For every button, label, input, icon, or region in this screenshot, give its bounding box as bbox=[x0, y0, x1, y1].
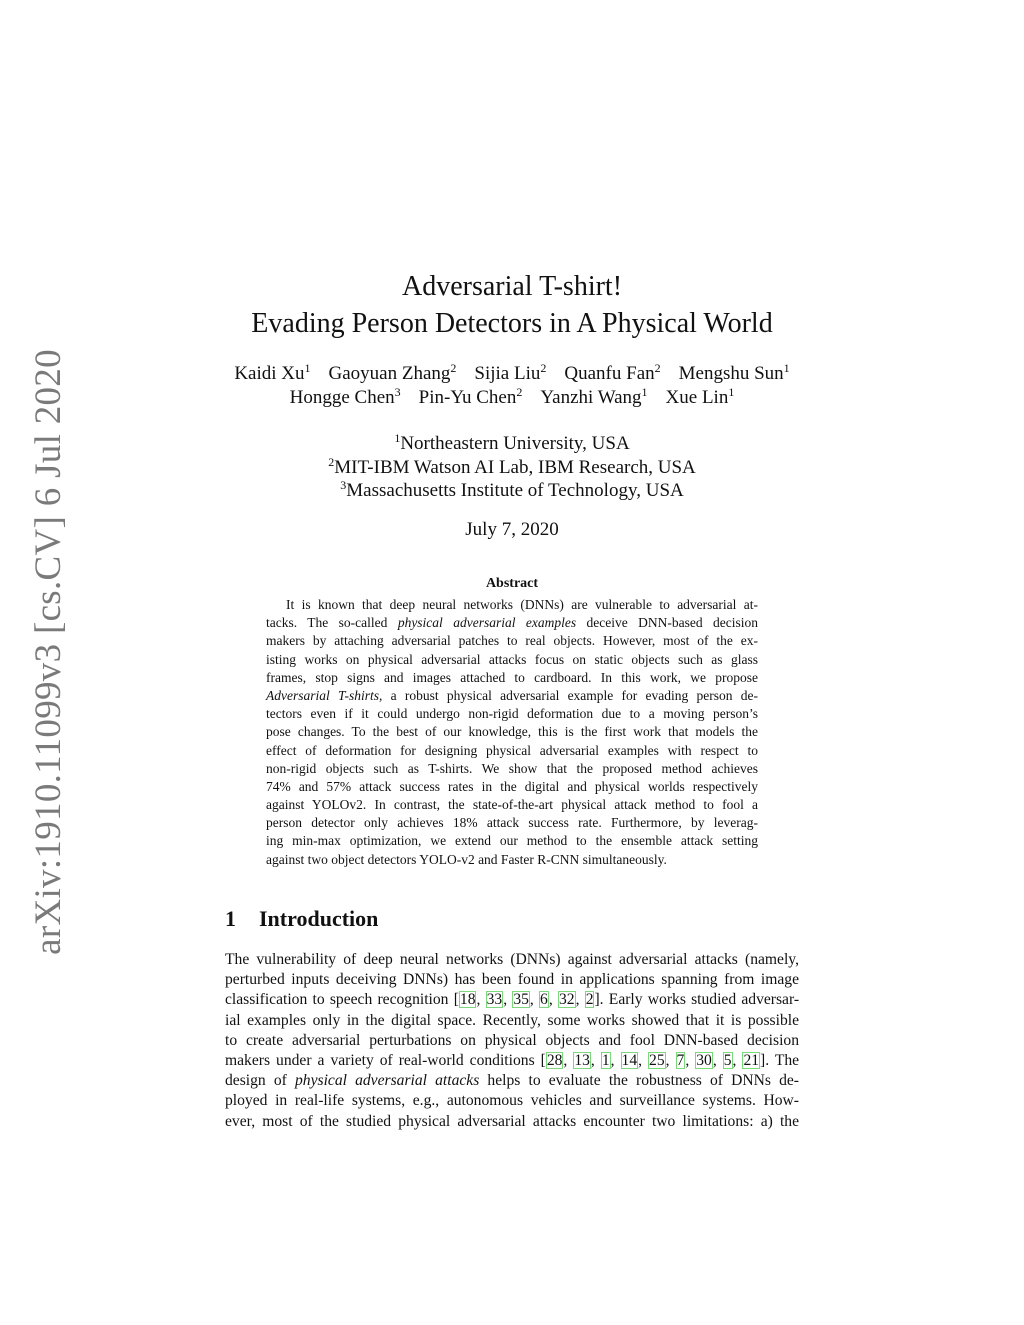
emphasized-text: physical adversarial examples bbox=[397, 615, 577, 631]
abstract-line: makers by attaching adversarial patches to real objects. However, most of the ex- bbox=[266, 633, 758, 649]
citation-link[interactable]: 30 bbox=[696, 1051, 712, 1069]
abstract-line: against two object detectors YOLO-v2 and Faster R-CNN simultaneously. bbox=[266, 851, 667, 867]
abstract-line: non-rigid objects such as T-shirts. We show that the proposed method achieves bbox=[266, 760, 758, 776]
author-name bbox=[666, 387, 735, 408]
citation-link[interactable]: 2 bbox=[585, 991, 594, 1009]
affiliation-marker: 2 bbox=[328, 454, 335, 469]
citation-link[interactable]: 13 bbox=[574, 1051, 590, 1069]
author-name-text: Quanfu Fan bbox=[564, 363, 655, 384]
author-name bbox=[474, 363, 546, 384]
affiliation-list bbox=[0, 432, 1024, 503]
section-title: Introduction bbox=[259, 906, 379, 931]
citation-link[interactable]: 32 bbox=[558, 991, 575, 1009]
author-name-text: Xue Lin bbox=[665, 387, 729, 408]
author-name-text: Mengshu Sun bbox=[678, 363, 784, 384]
abstract-line: frames, stop signs and images attached to cardboard. In this work, we propose bbox=[266, 669, 758, 685]
affiliation-name: MIT-IBM Watson AI Lab, IBM Research, USA bbox=[334, 456, 696, 478]
author-name-text: Pin-Yu Chen bbox=[418, 387, 517, 408]
title-line-1: Adversarial T-shirt! bbox=[401, 271, 623, 302]
affiliation-marker: 1 bbox=[783, 361, 790, 375]
abstract-line: It is known that deep neural networks (DNNs) are vulnerable to adversarial at- bbox=[286, 597, 758, 612]
abstract-line: against YOLOv2. In contrast, the state-of-the-art physical attack method to fool a bbox=[266, 797, 758, 813]
author-name bbox=[234, 363, 310, 384]
affiliation-marker: 1 bbox=[728, 385, 735, 399]
author-name-text: Yanzhi Wang bbox=[540, 387, 642, 408]
arxiv-identifier: arXiv:1910.11099v3 [cs.CV] 6 Jul 2020 bbox=[27, 349, 69, 955]
citation-link[interactable]: 28 bbox=[546, 1051, 563, 1069]
affiliation-marker: 3 bbox=[394, 385, 401, 399]
citation-link[interactable]: 21 bbox=[743, 1051, 760, 1069]
author-name bbox=[329, 363, 457, 384]
affiliation-name: Massachusetts Institute of Technology, USA bbox=[346, 480, 684, 501]
affiliation bbox=[0, 479, 1024, 503]
abstract-line: tacks. The so-called physical adversarial examples deceive DNN-based decision bbox=[266, 615, 758, 631]
affiliation-marker: 1 bbox=[304, 361, 311, 375]
emphasized-text: Adversarial T-shirts bbox=[266, 687, 380, 703]
abstract-line: effect of deformation for designing physical adversarial examples with respect to bbox=[266, 742, 758, 758]
paragraph-line: makers under a variety of real-world conditions [28, 13, 1, 14, 25, 7, 30, 5, 21]. The bbox=[225, 1051, 800, 1069]
publication-date: July 7, 2020 bbox=[465, 519, 559, 540]
citation-link[interactable]: 14 bbox=[621, 1051, 638, 1069]
citation-link[interactable]: 7 bbox=[676, 1051, 685, 1069]
author-name bbox=[419, 387, 523, 408]
affiliation bbox=[0, 456, 1024, 480]
affiliation bbox=[0, 432, 1024, 456]
author-name bbox=[679, 363, 790, 384]
citation-link[interactable]: 6 bbox=[540, 991, 548, 1009]
affiliation-name: Northeastern University, USA bbox=[400, 433, 630, 454]
affiliation-marker: 2 bbox=[654, 361, 661, 375]
paragraph-line: ever, most of the studied physical adversarial attacks encounter two limitations: a) the bbox=[225, 1112, 799, 1130]
citation-link[interactable]: 5 bbox=[723, 1051, 732, 1069]
paragraph-line: ial examples only in the digital space. Recently, some works showed that it is possible bbox=[225, 1011, 799, 1029]
abstract-heading: Abstract bbox=[485, 576, 539, 591]
citation-link[interactable]: 25 bbox=[649, 1051, 665, 1069]
abstract-line: tectors even if it could undergo non-rigid deformation due to a moving person’s bbox=[266, 706, 758, 722]
author-row-1 bbox=[0, 362, 1024, 386]
author-name-text: Hongge Chen bbox=[289, 387, 395, 408]
author-name bbox=[540, 387, 647, 408]
citation-link[interactable]: 1 bbox=[601, 1051, 610, 1069]
section-heading bbox=[225, 906, 378, 932]
abstract-line: pose changes. To the best of our knowledge, this is the first work that models the bbox=[266, 724, 758, 740]
paragraph-line: design of physical adversarial attacks helps to evaluate the robustness of DNNs de- bbox=[225, 1072, 800, 1090]
abstract-line: Adversarial T-shirts, a robust physical adversarial example for evading person de- bbox=[266, 687, 758, 703]
affiliation-marker: 1 bbox=[394, 431, 401, 445]
emphasized-text: physical adversarial attacks bbox=[294, 1072, 480, 1090]
paragraph-line: perturbed inputs deceiving DNNs) has been found in applications spanning from image bbox=[225, 971, 799, 989]
abstract-line: 74% and 57% attack success rates in the digital and physical worlds respectively bbox=[266, 778, 758, 794]
author-row-2 bbox=[0, 386, 1024, 410]
abstract-line: person detector only achieves 18% attack success rate. Furthermore, by leverag- bbox=[266, 815, 758, 831]
citation-link[interactable]: 18 bbox=[459, 991, 476, 1009]
affiliation-marker: 2 bbox=[540, 361, 547, 375]
paragraph-line: ployed in real-life systems, e.g., autonomous vehicles and surveillance systems. How- bbox=[225, 1092, 799, 1110]
citation-link[interactable]: 35 bbox=[513, 991, 529, 1009]
abstract-line: isting works on physical adversarial attacks focus on static objects such as glass bbox=[266, 651, 758, 667]
author-name-text: Gaoyuan Zhang bbox=[328, 363, 451, 384]
paper-title bbox=[0, 268, 1024, 342]
introduction-body bbox=[225, 950, 799, 1132]
citation-link[interactable]: 33 bbox=[486, 991, 503, 1009]
title-line-2: Evading Person Detectors in A Physical World bbox=[251, 308, 773, 339]
paragraph-line: classification to speech recognition [18, 33, 35, 6, 32, 2]. Early works studied adversar- bbox=[225, 991, 800, 1009]
affiliation-marker: 2 bbox=[516, 385, 523, 399]
author-name bbox=[564, 363, 660, 384]
abstract-body bbox=[266, 596, 758, 869]
paragraph-line: The vulnerability of deep neural networks (DNNs) against adversarial attacks (namely, bbox=[225, 951, 799, 968]
affiliation-marker: 2 bbox=[450, 361, 457, 375]
paragraph-line: to create adversarial perturbations on physical objects and fool DNN-based decision bbox=[225, 1031, 799, 1049]
author-name-text: Kaidi Xu bbox=[234, 363, 305, 384]
affiliation-marker: 1 bbox=[641, 385, 648, 399]
author-name-text: Sijia Liu bbox=[474, 363, 541, 384]
abstract-line: ing min-max optimization, we extend our method to the ensemble attack setting bbox=[266, 833, 758, 849]
section-number: 1 bbox=[225, 906, 236, 931]
author-list bbox=[0, 362, 1024, 410]
author-name bbox=[290, 387, 401, 408]
affiliation-marker: 3 bbox=[340, 478, 347, 492]
